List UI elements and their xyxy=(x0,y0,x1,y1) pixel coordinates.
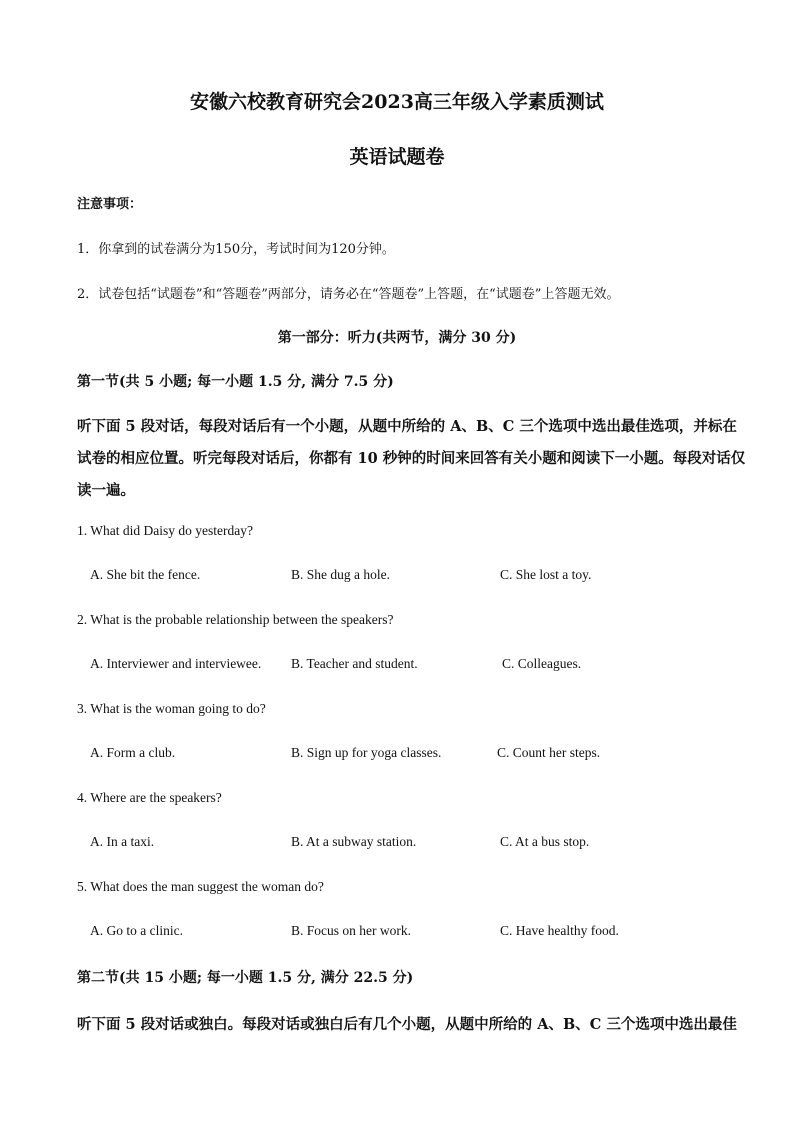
question-4-option-a: A. In a taxi. xyxy=(90,834,155,849)
section1-title: 第一节(共 5 小题; 每一小题 1.5 分, 满分 7.5 分) xyxy=(77,374,394,390)
exam-title: 安徽六校教育研究会2023高三年级入学素质测试 xyxy=(190,91,604,113)
question-5-option-b: B. Focus on her work. xyxy=(291,923,411,938)
question-3-option-a: A. Form a club. xyxy=(90,745,176,760)
note-item-2: 2．试卷包括“试题卷”和“答题卷”两部分，请务必在“答题卷”上答题，在“试题卷”上答题无效。 xyxy=(77,287,620,302)
exam-subtitle: 英语试题卷 xyxy=(349,146,445,168)
question-4: 4. Where are the speakers? xyxy=(77,790,222,805)
question-1-option-c: C. She lost a toy. xyxy=(500,567,592,582)
question-1-option-a: A. She bit the fence. xyxy=(90,567,201,582)
question-2-option-c: C. Colleagues. xyxy=(502,656,582,671)
question-3-option-b: B. Sign up for yoga classes. xyxy=(291,745,442,760)
section2-title: 第二节(共 15 小题; 每一小题 1.5 分, 满分 22.5 分) xyxy=(77,970,414,986)
question-1: 1. What did Daisy do yesterday? xyxy=(77,523,253,538)
question-2-option-b: B. Teacher and student. xyxy=(291,656,418,671)
question-5-option-c: C. Have healthy food. xyxy=(500,923,619,938)
question-1-option-b: B. She dug a hole. xyxy=(291,567,390,582)
question-5-option-a: A. Go to a clinic. xyxy=(90,923,183,938)
section1-instruction-line: 读一遍。 xyxy=(77,482,135,499)
question-2: 2. What is the probable relationship between the speakers? xyxy=(77,612,394,627)
question-5: 5. What does the man suggest the woman do? xyxy=(77,879,324,894)
part1-title: 第一部分：听力(共两节，满分 30 分) xyxy=(277,330,517,346)
question-4-option-b: B. At a subway station. xyxy=(291,834,417,849)
section1-instruction-line: 听下面 5 段对话，每段对话后有一个小题，从题中所给的 A、B、C 三个选项中选出最佳选项，并标在 xyxy=(77,418,737,435)
question-2-option-a: A. Interviewer and interviewee. xyxy=(90,656,262,671)
question-3-option-c: C. Count her steps. xyxy=(497,745,601,760)
section2-instruction-line: 听下面 5 段对话或独白。每段对话或独白后有几个小题，从题中所给的 A、B、C 三个选项中选出最佳 xyxy=(77,1016,737,1033)
question-3: 3. What is the woman going to do? xyxy=(77,701,266,716)
notes-heading: 注意事项： xyxy=(77,197,143,212)
section1-instruction-line: 试卷的相应位置。听完每段对话后，你都有 10 秒钟的时间来回答有关小题和阅读下一小题。每段对话仅 xyxy=(77,450,746,467)
note-item-1: 1．你拿到的试卷满分为150分，考试时间为120分钟。 xyxy=(77,242,395,257)
question-4-option-c: C. At a bus stop. xyxy=(500,834,590,849)
